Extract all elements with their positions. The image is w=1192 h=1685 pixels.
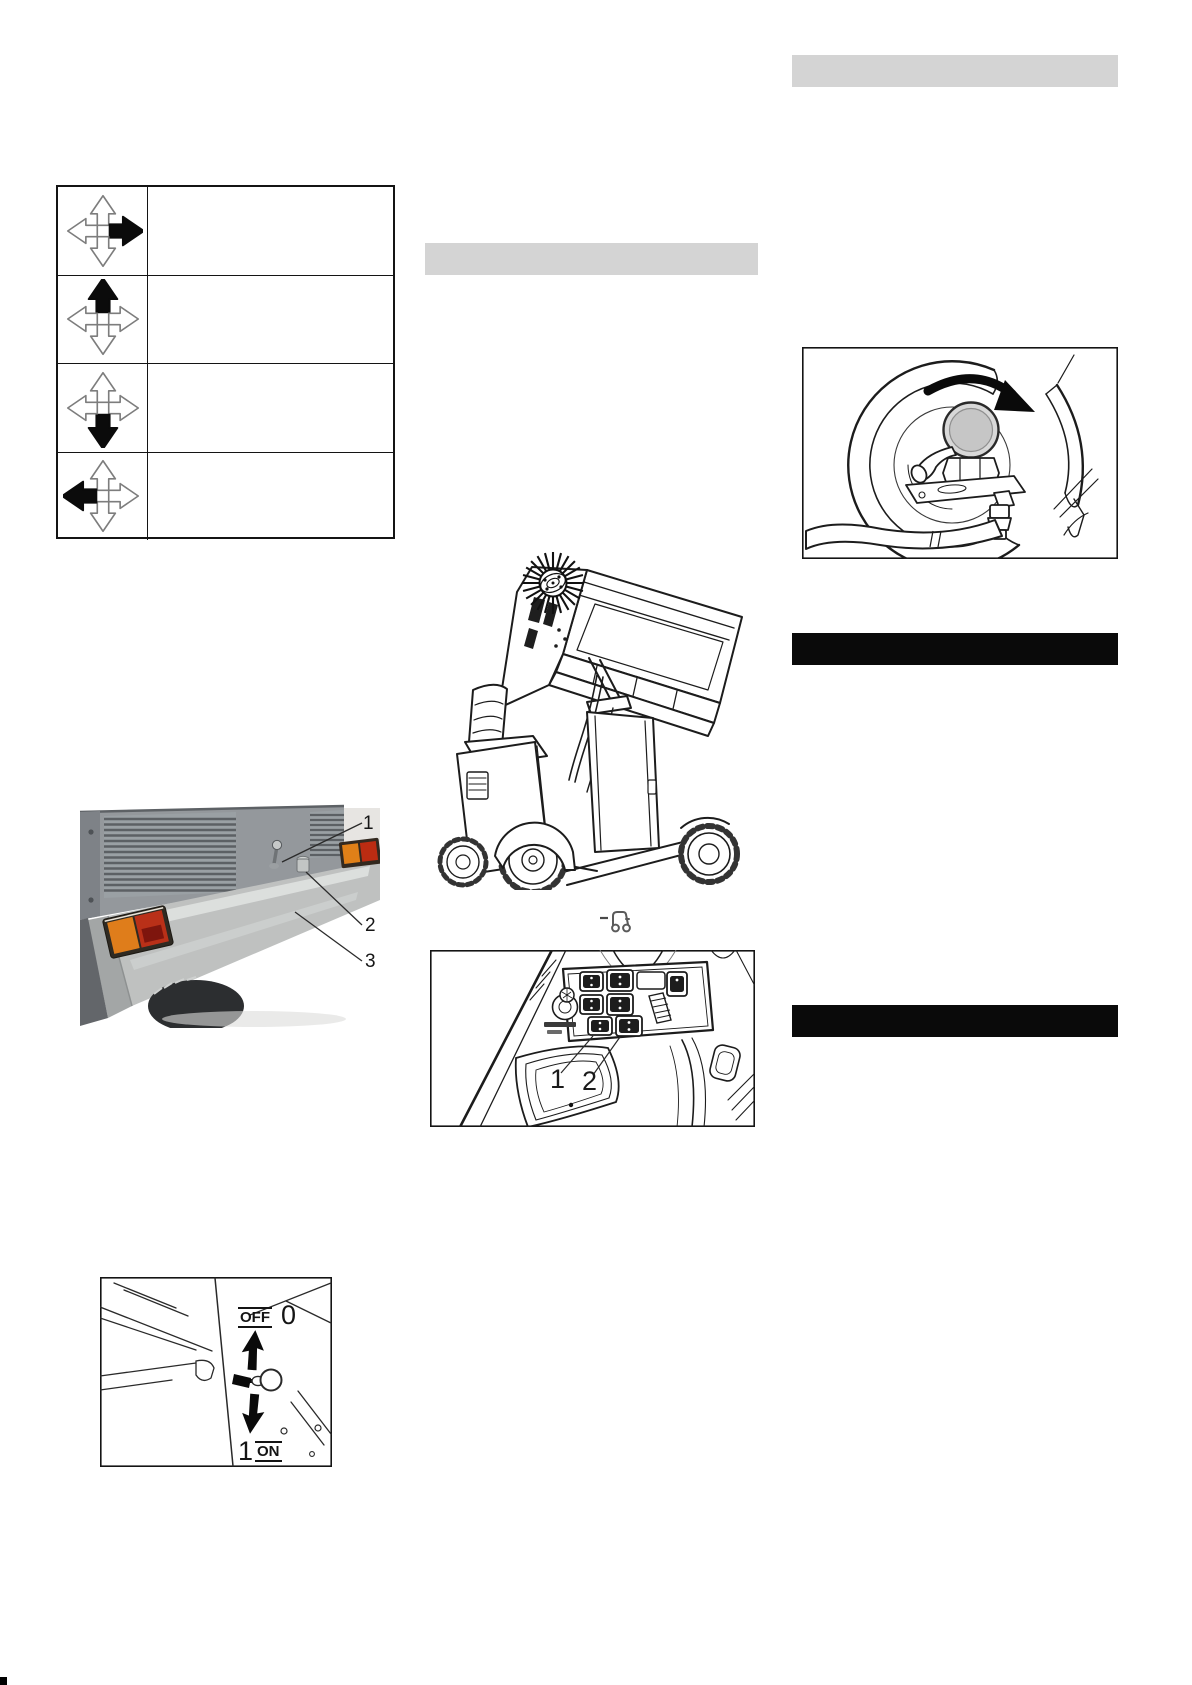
dashboard-callout-1: 1 xyxy=(550,1064,566,1094)
rear-view-photo xyxy=(78,800,380,1028)
right-tail-light xyxy=(339,838,380,869)
side-switch xyxy=(667,972,687,996)
section-header-bar-gray xyxy=(792,55,1118,87)
rotary-brush xyxy=(522,552,584,614)
page-corner-mark xyxy=(0,1677,7,1685)
section-header-bar-gray xyxy=(425,243,758,275)
brand-label xyxy=(544,1022,576,1027)
rocker-switches xyxy=(580,970,642,1036)
photo-callout-1: 1 xyxy=(363,813,374,834)
on-label: ON xyxy=(255,1441,282,1462)
table-row xyxy=(58,275,393,364)
sweeper-tilted-figure xyxy=(437,540,745,890)
dashboard-callout-2: 2 xyxy=(582,1066,598,1096)
table-row xyxy=(58,452,393,541)
bumper-knob xyxy=(297,856,309,872)
table-row xyxy=(58,187,393,275)
dashboard-figure xyxy=(430,950,755,1127)
dpad-up-icon xyxy=(58,276,148,364)
section-header-bar-black xyxy=(792,1005,1118,1037)
key-switch-figure xyxy=(100,1277,332,1467)
direction-control-table xyxy=(56,185,395,539)
table-cell-text xyxy=(148,453,393,541)
off-label: OFF xyxy=(238,1307,272,1328)
handwheel-figure xyxy=(802,347,1118,559)
dpad-left-icon xyxy=(58,453,148,541)
on-value: 1 xyxy=(238,1436,254,1466)
section-header-bar-black xyxy=(792,633,1118,665)
ride-on-machine-icon xyxy=(596,906,638,934)
dpad-down-icon xyxy=(58,364,148,452)
photo-callout-2: 2 xyxy=(365,915,376,936)
off-value: 0 xyxy=(281,1300,297,1330)
dpad-right-icon xyxy=(58,187,148,275)
photo-callout-3: 3 xyxy=(365,951,376,972)
table-cell-text xyxy=(148,276,393,364)
table-row xyxy=(58,363,393,452)
table-cell-text xyxy=(148,187,393,275)
blank-switch-slot xyxy=(637,972,665,989)
table-cell-text xyxy=(148,364,393,452)
